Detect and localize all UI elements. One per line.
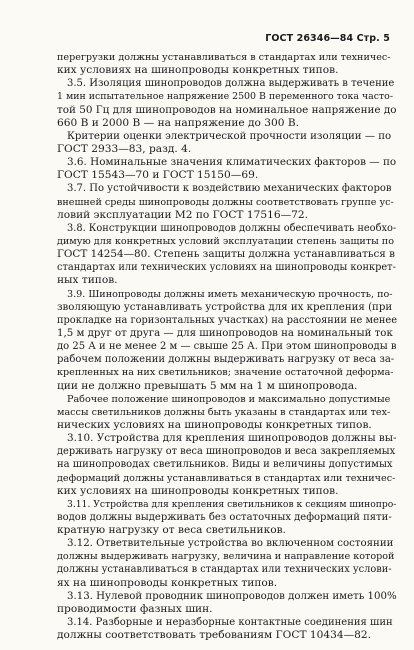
text-line: Рабочее положение шинопроводов и максимально допустимые: [67, 393, 391, 405]
text-line: ГОСТ 2933—83, разд. 4.: [57, 142, 192, 155]
text-line: той 50 Гц для шинопроводов на номинальное напряжение до: [57, 103, 397, 116]
text-line: ловий эксплуатации М2 по ГОСТ 17516—72.: [57, 208, 309, 221]
text-line: перегрузки должны устанавливаться в стандартах или техничес-: [57, 52, 391, 63]
text-line: 3.10. Устройства для крепления шинопроводов должны вы-: [67, 432, 397, 445]
text-line: массы светильников должны быть указаны в стандартах или тех-: [57, 406, 391, 418]
text-line: 3.8. Конструкции шинопроводов должны обеспечивать необхо-: [67, 222, 397, 234]
text-line: 3.11. Устройства для крепления светильников к секциям шинопро-: [67, 498, 397, 510]
text-line: ных типов.: [57, 274, 118, 287]
text-line: проводимости фазных шин.: [57, 602, 213, 615]
text-line: рабочем положении должны выдерживать нагрузку от веса за-: [57, 354, 395, 366]
text-line: 3.12. Ответвительные устройства во включенном состоянии: [67, 538, 394, 550]
text-line: 3.7. По устойчивости к воздействию механических факторов: [67, 183, 392, 195]
text-line: крепленных на них светильников; значение остаточной деформа-: [57, 367, 394, 379]
text-line: должны выдерживать нагрузку, величина и направление которой: [57, 551, 395, 563]
text-line: стандартах или технических условиях на шинопроводы конкрет-: [57, 262, 396, 274]
text-line: 3.6. Номинальные значения климатических факторов — по: [67, 156, 397, 169]
text-line: водов должны выдерживать без остаточных деформаций пяти-: [57, 511, 392, 523]
page-header: ГОСТ 26346—84 Стр. 5: [265, 33, 390, 44]
text-line: зволяющую устанавливать устройства для их крепления (при: [57, 301, 393, 313]
text-line: 1,5 м друг от друга — для шинопроводов на номинальный ток: [57, 327, 393, 339]
text-line: деформаций должны устанавливаться в стандартах или техничес-: [57, 472, 396, 484]
text-line: ции не должно превышать 5 мм на 1 м шинопровода.: [57, 379, 358, 392]
document-body: [57, 51, 397, 642]
text-line: кратную нагрузку от веса светильников.: [57, 524, 286, 537]
text-line: 3.13. Нулевой проводник шинопроводов должен иметь 100%: [67, 590, 397, 602]
text-line: прокладке на горизонтальных участках) на расстоянии не менее: [57, 314, 397, 326]
text-line: 1 мин испытательное напряжение 2500 В переменного тока часто-: [57, 91, 393, 103]
text-line: 3.14. Разборные и неразборные контактные соединения шин: [67, 617, 393, 629]
text-line: держивать нагрузку от веса шинопроводов и веса закрепляемых: [57, 446, 396, 458]
text-line: ких условиях на шинопроводы конкретных типов.: [57, 484, 339, 497]
text-line: ГОСТ 15543—70 и ГОСТ 15150—69.: [57, 169, 259, 182]
text-line: должны устанавливаться в стандартах или технических услови-: [57, 564, 392, 576]
text-line: димую для конкретных условий эксплуатации степень защиты по: [57, 235, 394, 247]
text-line: ГОСТ 14254—80. Степень защиты должна устанавливаться в: [57, 248, 396, 261]
text-line: до 25 А и не менее 2 м — свыше 25 А. При этом шинопроводы в: [57, 341, 397, 353]
text-line: 660 В и 2000 В — на напряжение до 300 В.: [57, 116, 300, 129]
text-line: внешней среды шинопроводы должны соответствовать группе ус-: [57, 196, 394, 208]
text-line: ях на шинопроводы конкретных типов.: [57, 576, 278, 589]
text-line: Критерии оценки электрической прочности изоляции — по: [67, 130, 392, 142]
text-line: 3.5. Изоляция шинопроводов должна выдерживать в течение: [67, 78, 395, 90]
text-line: ких условиях на шинопроводы конкретных типов.: [57, 64, 339, 77]
text-line: на шинопроводах светильников. Виды и величины допустимых: [57, 459, 393, 471]
text-line: должны соответствовать требованиям ГОСТ 10434—82.: [57, 629, 372, 642]
text-line: нических условиях на шинопроводы конкретных типов.: [57, 418, 372, 431]
text-line: 3.9. Шинопроводы должны иметь механическую прочность, по-: [67, 288, 393, 300]
